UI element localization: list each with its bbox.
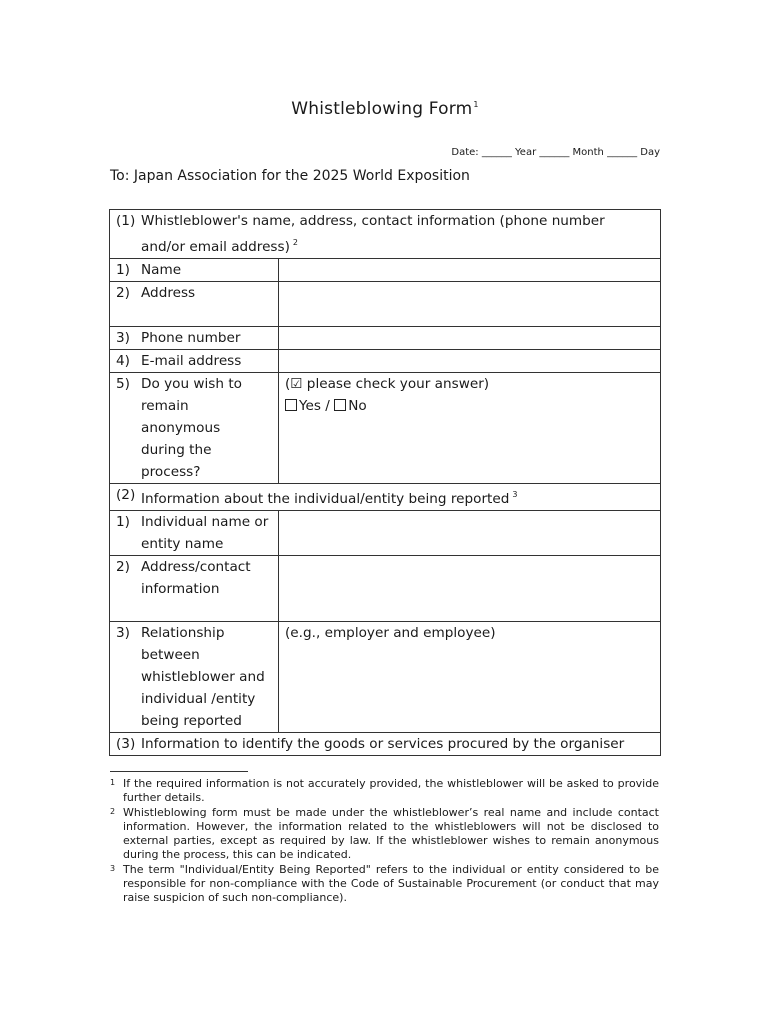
footnote-number: 1: [110, 778, 116, 787]
name-field[interactable]: [279, 259, 661, 282]
table-row: [110, 511, 661, 556]
entity-name-label: Individual name or entity name: [141, 514, 269, 552]
footnote-1: [110, 777, 659, 806]
table-row: [110, 350, 661, 373]
email-label: E-mail address: [141, 353, 242, 369]
section2-label: Information about the individual/entity being reported: [141, 491, 510, 507]
form-title-text: Whistleblowing Form: [291, 99, 473, 119]
table-row: [110, 622, 661, 733]
address-label-cell: [110, 282, 279, 327]
anonymous-options: [285, 395, 656, 417]
name-label-cell: [110, 259, 279, 282]
section1-label-line2: and/or email address): [141, 239, 290, 255]
row-number: 3): [116, 330, 130, 346]
row-number: 4): [116, 353, 130, 369]
footnote-text: Whistleblowing form must be made under the whistleblower’s real name and include contact information. However, the information related to the whistleblowers will not be disclosed to external parties, except as required by law. If the whistleblower wishes to remain anonymous during the process, this can be indicated.: [123, 805, 659, 862]
table-row: [110, 327, 661, 350]
footnotes: [110, 777, 659, 906]
form-title: [0, 99, 770, 119]
row-number: 3): [116, 625, 130, 641]
phone-label: Phone number: [141, 330, 241, 346]
footnote-number: 2: [110, 806, 116, 816]
addressee-line: To: Japan Association for the 2025 World Exposition: [110, 168, 470, 184]
no-label: No: [348, 398, 367, 414]
footnote-text: If the required information is not accurately provided, the whistleblower will be asked to provide further details.: [123, 777, 659, 805]
address-label: Address: [141, 285, 196, 301]
row-number: 5): [116, 376, 130, 392]
anonymous-instruction: (☑ please check your answer): [285, 376, 490, 392]
entity-address-label: Address/contact information: [141, 559, 251, 597]
table-row: [110, 259, 661, 282]
section1-number: (1): [116, 213, 136, 229]
whistleblowing-form-table: [109, 209, 661, 756]
section1-footnote-ref: 2: [292, 238, 298, 247]
section1-header-cell: [110, 210, 661, 259]
row-number: 1): [116, 262, 130, 278]
footnote-text: The term "Individual/Entity Being Reported" refers to the individual or entity considered to be responsible for non-compliance with the Code of Sustainable Procurement (or conduct that may raise suspicion of such non-compliance).: [123, 862, 659, 905]
title-footnote-ref: 1: [473, 100, 479, 109]
anonymous-answer-cell: [279, 373, 661, 484]
name-label: Name: [141, 262, 182, 278]
section3-header-row: [110, 733, 661, 756]
section3-label: Information to identify the goods or services procured by the organiser: [141, 736, 625, 752]
table-row: [110, 373, 661, 484]
email-label-cell: [110, 350, 279, 373]
row-number: 2): [116, 559, 130, 575]
footnote-number: 3: [110, 863, 116, 873]
relationship-field[interactable]: (e.g., employer and employee): [279, 622, 661, 733]
address-field[interactable]: [279, 282, 661, 327]
entity-address-label-cell: [110, 556, 279, 622]
date-line[interactable]: Date: ______ Year ______ Month ______ Day: [451, 147, 660, 158]
yes-label: Yes /: [299, 398, 330, 414]
relationship-label: Relationship between whistleblower and individual /entity being reported: [141, 625, 265, 729]
relationship-label-cell: [110, 622, 279, 733]
yes-checkbox[interactable]: [285, 399, 297, 411]
section1-header-row: [110, 210, 661, 259]
section3-header-cell: [110, 733, 661, 756]
anonymous-question-label: Do you wish to remain anonymous during the process?: [141, 376, 242, 480]
entity-name-field[interactable]: [279, 511, 661, 556]
phone-label-cell: [110, 327, 279, 350]
section2-header-cell: [110, 484, 661, 511]
footnote-3: [110, 863, 659, 906]
no-checkbox[interactable]: [334, 399, 346, 411]
footnote-divider: [110, 771, 248, 772]
entity-address-field[interactable]: [279, 556, 661, 622]
row-number: 1): [116, 514, 130, 530]
email-field[interactable]: [279, 350, 661, 373]
section1-label-line1: Whistleblower's name, address, contact information (phone number: [141, 213, 605, 229]
section2-number: (2): [116, 487, 136, 503]
section3-number: (3): [116, 736, 136, 752]
entity-name-label-cell: [110, 511, 279, 556]
section2-footnote-ref: 3: [512, 490, 518, 499]
phone-field[interactable]: [279, 327, 661, 350]
table-row: [110, 282, 661, 327]
row-number: 2): [116, 285, 130, 301]
anonymous-label-cell: [110, 373, 279, 484]
table-row: [110, 556, 661, 622]
footnote-2: [110, 806, 659, 863]
section2-header-row: [110, 484, 661, 511]
